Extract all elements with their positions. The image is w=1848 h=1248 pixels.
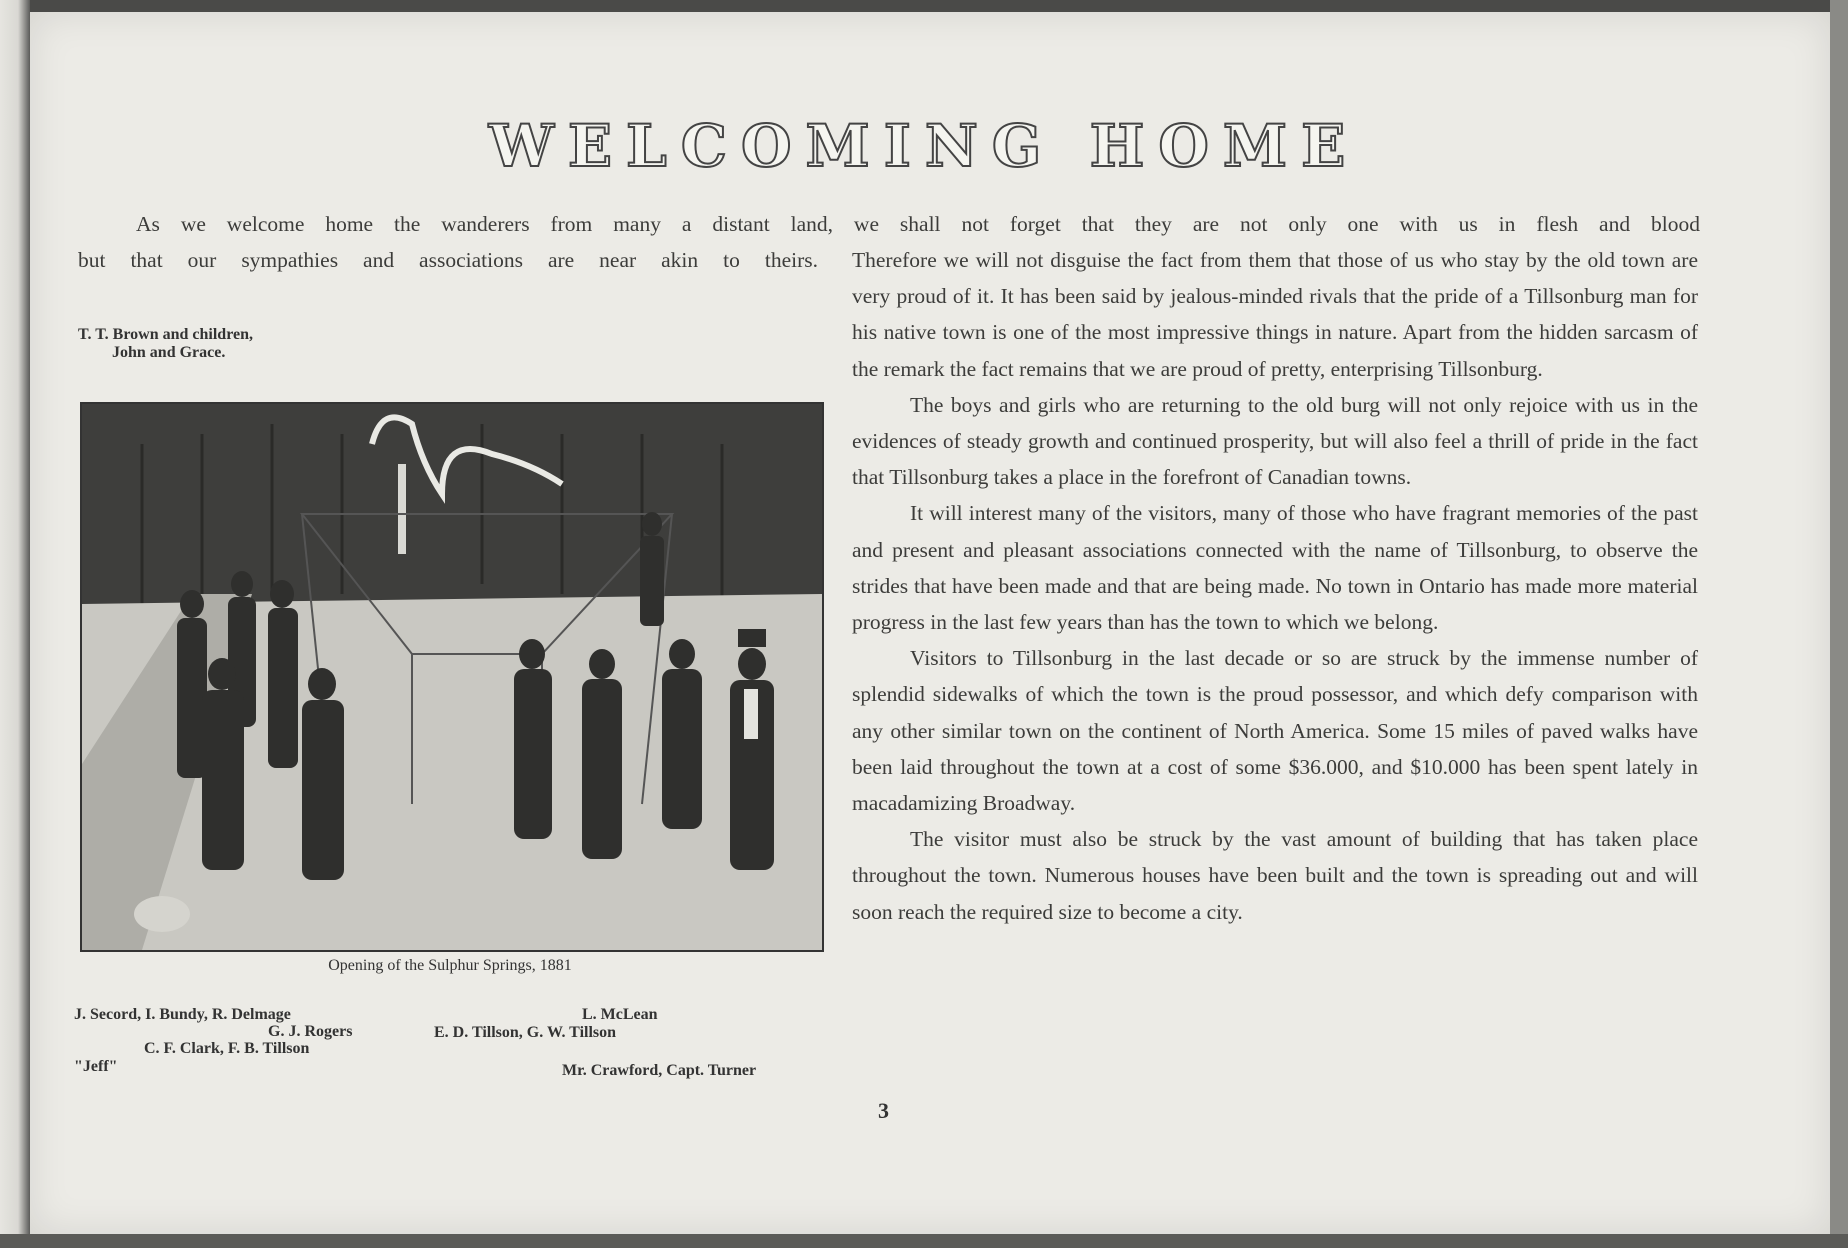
names-d: "Jeff" [74, 1058, 118, 1075]
paragraph-5: The visitor must also be struck by the vast amount of building that has taken place throughout the town. Numerous houses have been built and the town is spreading out and will soon reach the required size to become a city. [852, 827, 1698, 924]
article-body [852, 242, 1698, 930]
caption-line-1: T. T. Brown and children, [78, 326, 254, 343]
scan-border [0, 1234, 1848, 1248]
paragraph-1: Therefore we will not disguise the fact from them that those of us who stay by the old town are very proud of it. It has been said by jealous-minded rivals that the pride of a Tillsonburg man for his native town is one of the most impressive things in nature. Apart from the hidden sarcasm of the remark the fact remains that we are proud of pretty, enterprising Tillsonburg. [852, 248, 1698, 381]
photo-caption-top [78, 326, 253, 362]
page-edge [1830, 0, 1848, 1248]
paragraph-3: It will interest many of the visitors, many of those who have fragrant memories of the past and present and pleasant associations connected with the name of Tillsonburg, to observe the strides that have been made and that are being made. No town in Ontario has made more material progress in the last few years than has the town to which we belong. [852, 501, 1698, 635]
names-b: G. J. Rogers [268, 1023, 353, 1040]
names-c: C. F. Clark, F. B. Tillson [144, 1040, 310, 1057]
book-spine [0, 0, 30, 1248]
paragraph-2: The boys and girls who are returning to the old burg will not only rejoice with us in the evidences of steady growth and continued prosperity, but will also feel a thrill of pride in the fact that Tillsonburg takes a place in the forefront of Canadian towns. [852, 392, 1698, 490]
names-e: L. McLean [582, 1006, 658, 1023]
page-number: 3 [878, 1098, 889, 1123]
page-title: WELCOMING HOME [488, 112, 1360, 180]
lead-line: As we welcome home the wanderers from many a distant land, we shall not forget that they are not only one with us in flesh and blood [136, 212, 1700, 236]
caption-line-2: John and Grace. [112, 344, 226, 361]
historic-photo [80, 402, 824, 952]
lead-left-line: but that our sympathies and associations are near akin to theirs. [78, 248, 818, 272]
photo-title: Opening of the Sulphur Springs, 1881 [328, 957, 572, 974]
names-a: J. Secord, I. Bundy, R. Delmage [74, 1006, 291, 1023]
names-g: Mr. Crawford, Capt. Turner [562, 1062, 757, 1079]
names-f: E. D. Tillson, G. W. Tillson [434, 1024, 617, 1041]
paragraph-4: Visitors to Tillsonburg in the last decade or so are struck by the immense number of splendid sidewalks of which the town is the proud possessor, and which defy comparison with any other similar town on the continent of North America. Some 15 miles of paved walks have been laid throughout the town at a cost of some $36.000, and $10.000 has been spent lately in macadamizing Broadway. [852, 646, 1698, 816]
photo-illustration [82, 404, 822, 950]
